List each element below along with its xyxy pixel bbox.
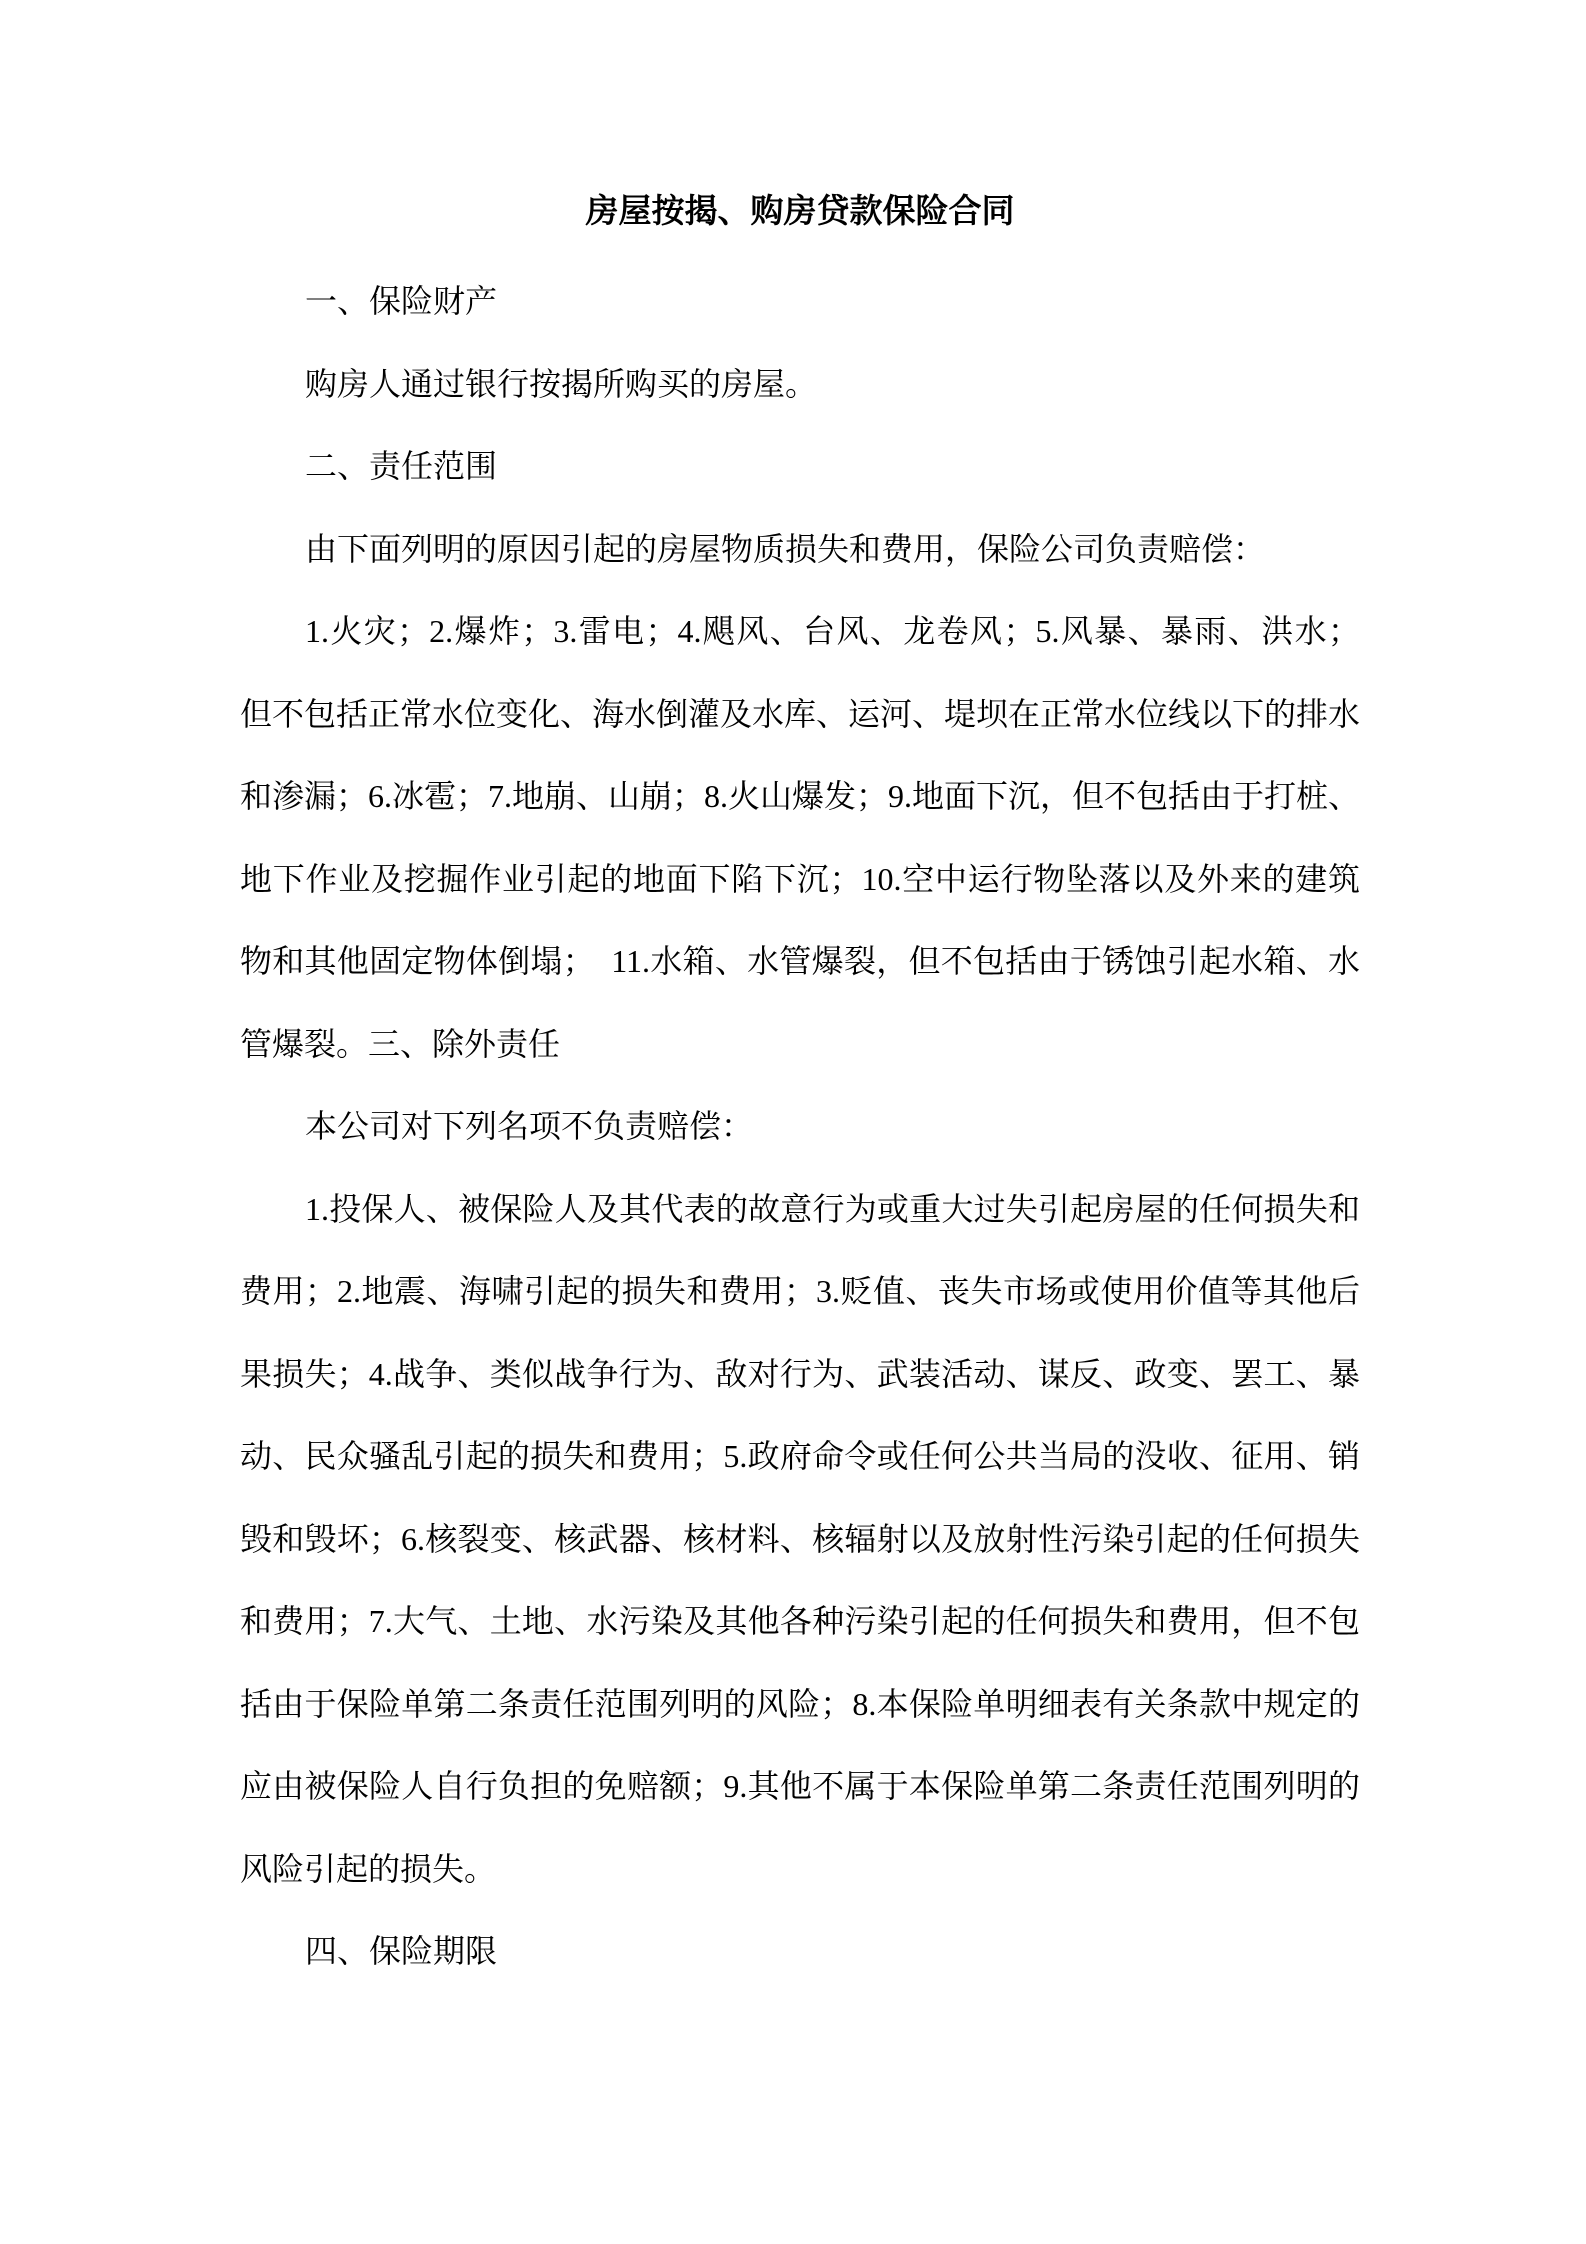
document-line: 1.投保人、被保险人及其代表的故意行为或重大过失引起房屋的任何损失和 (305, 1190, 1360, 1227)
document-line: 一、保险财产 (305, 283, 498, 319)
document-line: 动、民众骚乱引起的损失和费用；5.政府命令或任何公共当局的没收、征用、销 (240, 1438, 1360, 1474)
document-line: 和渗漏；6.冰雹；7.地崩、山崩；8.火山爆发；9.地面下沉，但不包括由于打桩、 (240, 778, 1361, 814)
document-title: 房屋按揭、购房贷款保险合同 (585, 194, 1015, 230)
document-line: 1.火灾；2.爆炸；3.雷电；4.飓风、台风、龙卷风；5.风暴、暴雨、洪水； (305, 613, 1360, 649)
document-line: 和费用；7.大气、土地、水污染及其他各种污染引起的任何损失和费用，但不包 (240, 1603, 1360, 1639)
document-line: 管爆裂。三、除外责任 (240, 1025, 561, 1062)
document-line: 毁和毁坏；6.核裂变、核武器、核材料、核辐射以及放射性污染引起的任何损失 (240, 1520, 1360, 1557)
document-line: 应由被保险人自行负担的免赔额；9.其他不属于本保险单第二条责任范围列明的 (240, 1768, 1360, 1804)
document-line: 本公司对下列名项不负责赔偿： (305, 1108, 754, 1144)
document-line: 二、责任范围 (305, 448, 498, 484)
document-line: 括由于保险单第二条责任范围列明的风险；8.本保险单明细表有关条款中规定的 (240, 1685, 1360, 1722)
document-line: 风险引起的损失。 (240, 1850, 497, 1887)
document-line: 由下面列明的原因引起的房屋物质损失和费用，保险公司负责赔偿： (305, 530, 1266, 567)
document-line: 费用；2.地震、海啸引起的损失和费用；3.贬值、丧失市场或使用价值等其他后 (240, 1273, 1360, 1309)
document-line: 果损失；4.战争、类似战争行为、敌对行为、武装活动、谋反、政变、罢工、暴 (240, 1355, 1360, 1392)
document-line: 物和其他固定物体倒塌； 11.水箱、水管爆裂，但不包括由于锈蚀引起水箱、水 (240, 943, 1360, 979)
document-body (240, 260, 1360, 1993)
document-line: 但不包括正常水位变化、海水倒灌及水库、运河、堤坝在正常水位线以下的排水 (240, 695, 1361, 732)
document-line: 购房人通过银行按揭所购买的房屋。 (305, 365, 818, 402)
document-line: 四、保险期限 (305, 1933, 498, 1969)
document-line: 地下作业及挖掘作业引起的地面下陷下沉；10.空中运行物坠落以及外来的建筑 (240, 860, 1360, 897)
